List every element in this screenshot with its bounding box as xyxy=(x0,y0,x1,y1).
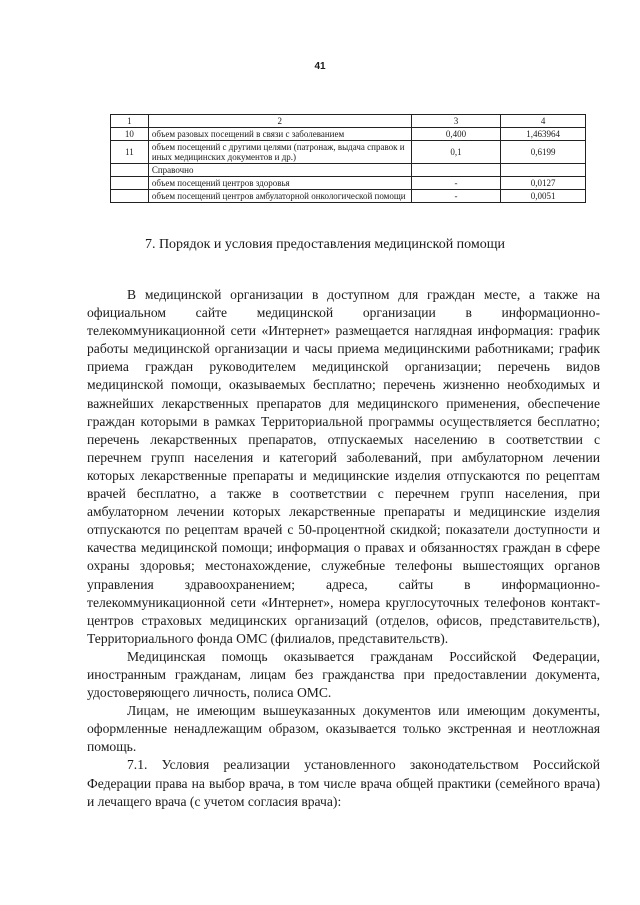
table-header-cell: 4 xyxy=(501,115,586,128)
table-header-cell: 3 xyxy=(411,115,501,128)
row-value-col4: 0,6199 xyxy=(501,141,586,164)
page-number: 41 xyxy=(314,61,326,72)
row-value-col3: 0,400 xyxy=(411,128,501,141)
row-name: объем посещений с другими целями (патронаж, выдача справок и иных медицинских документов и др.) xyxy=(148,141,411,164)
row-number: 11 xyxy=(111,141,149,164)
table-row xyxy=(111,164,586,177)
row-number xyxy=(111,177,149,190)
body-text xyxy=(87,286,600,811)
paragraph: Лицам, не имеющим вышеуказанных документов или имеющим документы, оформленные ненадлежащим образом, оказывается только экстренная и неотложная помощь. xyxy=(87,703,600,755)
row-value-col3: 0,1 xyxy=(411,141,501,164)
row-number xyxy=(111,164,149,177)
section-title: 7. Порядок и условия предоставления медицинской помощи xyxy=(144,237,506,252)
table-row xyxy=(111,190,586,203)
table-row xyxy=(111,128,586,141)
paragraph: В медицинской организации в доступном для граждан месте, а также на официальном сайте медицинской организации в информационно-телекоммуникационной сети «Интернет» размещается наглядная информация: график работы медицинской организации и часы приема медицинскими работниками; график приема граждан руководителем медицинской организации; перечень видов медицинской помощи, оказываемых бесплатно; перечень жизненно необходимых и важнейших лекарственных препаратов для медицинского применения, обеспечение граждан которыми в рамках Территориальной программы осуществляется бесплатно; перечень лекарственных препаратов, отпускаемых населению в соответствии с перечнем групп населения и категорий заболеваний, при амбулаторном лечении которых лекарственные препараты и медицинские изделия отпускаются по рецептам врачей бесплатно, а также в соответствии с перечнем групп населения, при амбулаторном лечении которых лекарственные препараты и медицинские изделия отпускаются по рецептам врачей с 50-процентной скидкой; показатели доступности и качества медицинской помощи; информация о правах и обязанностях граждан в сфере охраны здоровья; местонахождение, служебные телефоны вышестоящих органов управления здравоохранением; адреса, сайты в информационно-телекоммуникационной сети «Интернет», номера круглосуточных телефонов контакт-центров страховых медицинских организаций (отделов, офисов, представительств), Территориального фонда ОМС (филиалов, представительств). xyxy=(87,287,600,646)
paragraph: Медицинская помощь оказывается гражданам Российской Федерации, иностранным гражданам, лицам без гражданства при предоставлении документа, удостоверяющего личность, полиса ОМС. xyxy=(87,648,600,701)
row-name: Справочно xyxy=(148,164,411,177)
row-name: объем разовых посещений в связи с заболеванием xyxy=(148,128,411,141)
row-value-col3: - xyxy=(411,190,501,203)
row-name: объем посещений центров здоровья xyxy=(148,177,411,190)
paragraph: 7.1. Условия реализации установленного законодательством Российской Федерации права на выбор врача, в том числе врача общей практики (семейного врача) и лечащего врача (с учетом согласия врача): xyxy=(87,757,600,809)
row-value-col4: 1,463964 xyxy=(501,128,586,141)
row-value-col4: 0,0051 xyxy=(501,190,586,203)
row-value-col4 xyxy=(501,164,586,177)
row-name: объем посещений центров амбулаторной онкологической помощи xyxy=(148,190,411,203)
volume-table xyxy=(110,114,586,203)
table-row xyxy=(111,141,586,164)
table-header-cell: 1 xyxy=(111,115,149,128)
table-row xyxy=(111,177,586,190)
row-value-col4: 0,0127 xyxy=(501,177,586,190)
row-number: 10 xyxy=(111,128,149,141)
row-value-col3 xyxy=(411,164,501,177)
row-number xyxy=(111,190,149,203)
table-header-cell: 2 xyxy=(148,115,411,128)
row-value-col3: - xyxy=(411,177,501,190)
table-header-row xyxy=(111,115,586,128)
